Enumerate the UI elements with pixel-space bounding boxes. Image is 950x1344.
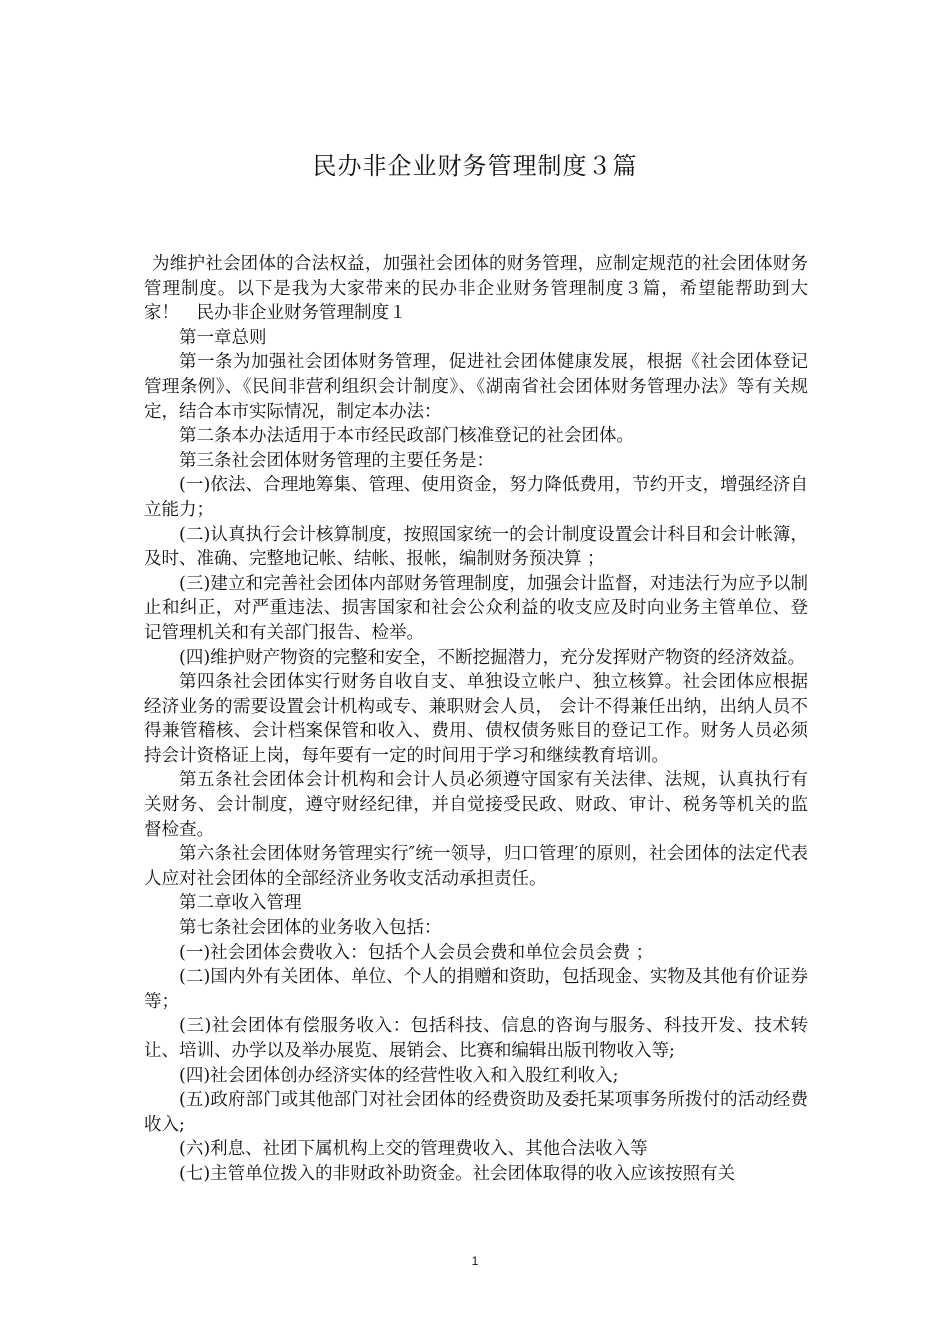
paragraph: 第一条为加强社会团体财务管理，促进社会团体健康发展，根据《社会团体登记管理条例》、《民间非营利组织会计制度》、《湖南省社会团体财务管理办法》等有关规定，结合本市实际情况，制定本办法： [144,352,808,422]
paragraph: 第五条社会团体会计机构和会计人员必须遵守国家有关法律、法规，认真执行有关财务、会计制度，遵守财经纪律，并自觉接受民政、财政、审计、税务等机关的监督检查。 [144,770,808,840]
paragraph: 第六条社会团体财务管理实行″统一领导，归口管理′的原则，社会团体的法定代表人应对社会团体的全部经济业务收支活动承担责任。 [144,844,808,889]
page-number: 1 [471,1254,479,1268]
paragraph: (三)建立和完善社会团体内部财务管理制度，加强会计监督，对违法行为应予以制止和纠正，对严重违法、损害国家和社会公众利益的收支应及时向业务主管单位、登记管理机关和有关部门报告、检举。 [144,573,808,643]
paragraph: (一)依法、合理地筹集、管理、使用资金，努力降低费用，节约开支，增强经济自立能力； [144,475,808,520]
paragraph: 第四条社会团体实行财务自收自支、单独设立帐户、独立核算。社会团体应根据经济业务的需要设置会计机构或专、兼职财会人员， 会计不得兼任出纳，出纳人员不得兼管稽核、会计档案保管和收入、费用、债权债务账目的登记工作。财务人员必须持会计资格证上岗，每年要有一定的时间用于学习和继续教育培训。 [144,672,808,766]
paragraph: (一)社会团体会费收入：包括个人会员会费和单位会员会费 ； [179,942,654,963]
paragraph: (五)政府部门或其他部门对社会团体的经费资助及委托某项事务所拨付的活动经费收入; [144,1090,808,1135]
paragraph: 第二章收入管理 [179,893,302,914]
paragraph: (六)利息、社团下属机构上交的管理费收入、其他合法收入等 [179,1139,648,1160]
intro-subtitle: 民办非企业财务管理制度１ [196,303,407,324]
paragraph: 第一章总则 [179,327,267,348]
intro-paragraph [144,252,808,326]
paragraph: (三)社会团体有偿服务收入：包括科技、信息的咨询与服务、科技开发、技术转让、培训、办学以及举办展览、展销会、比赛和编辑出版刊物收入等; [144,1016,808,1061]
paragraph: (二)认真执行会计核算制度，按照国家统一的会计制度设置会计科目和会计帐簿，及时、准确、完整地记帐、结帐、报帐，编制财务预决算 ； [144,524,808,570]
paragraph: (二)国内外有关团体、单位、个人的捐赠和资助，包括现金、实物及其他有价证券等； [144,967,808,1012]
document-body [144,252,808,1187]
paragraph: 第二条本办法适用于本市经民政部门核准登记的社会团体。 [179,426,634,447]
intro-text: 为维护社会团体的合法权益，加强社会团体的财务管理，应制定规范的社会团体财务管理制度。以下是我为大家带来的民办非企业财务管理制度３篇，希望能帮助到大家！ [144,254,808,324]
paragraph: (四)维护财产物资的完整和安全，不断挖掘潜力，充分发挥财产物资的经济效益。 [179,647,806,668]
paragraph: 第七条社会团体的业务收入包括： [179,918,442,939]
paragraph: 第三条社会团体财务管理的主要任务是： [179,450,494,471]
paragraph: (四)社会团体创办经济实体的经营性收入和入股红利收入; [179,1065,619,1086]
paragraph: (七)主管单位拨入的非财政补助资金。社会团体取得的收入应该按照有关 [179,1163,736,1184]
document-title: 民办非企业财务管理制度３篇 [312,152,638,180]
